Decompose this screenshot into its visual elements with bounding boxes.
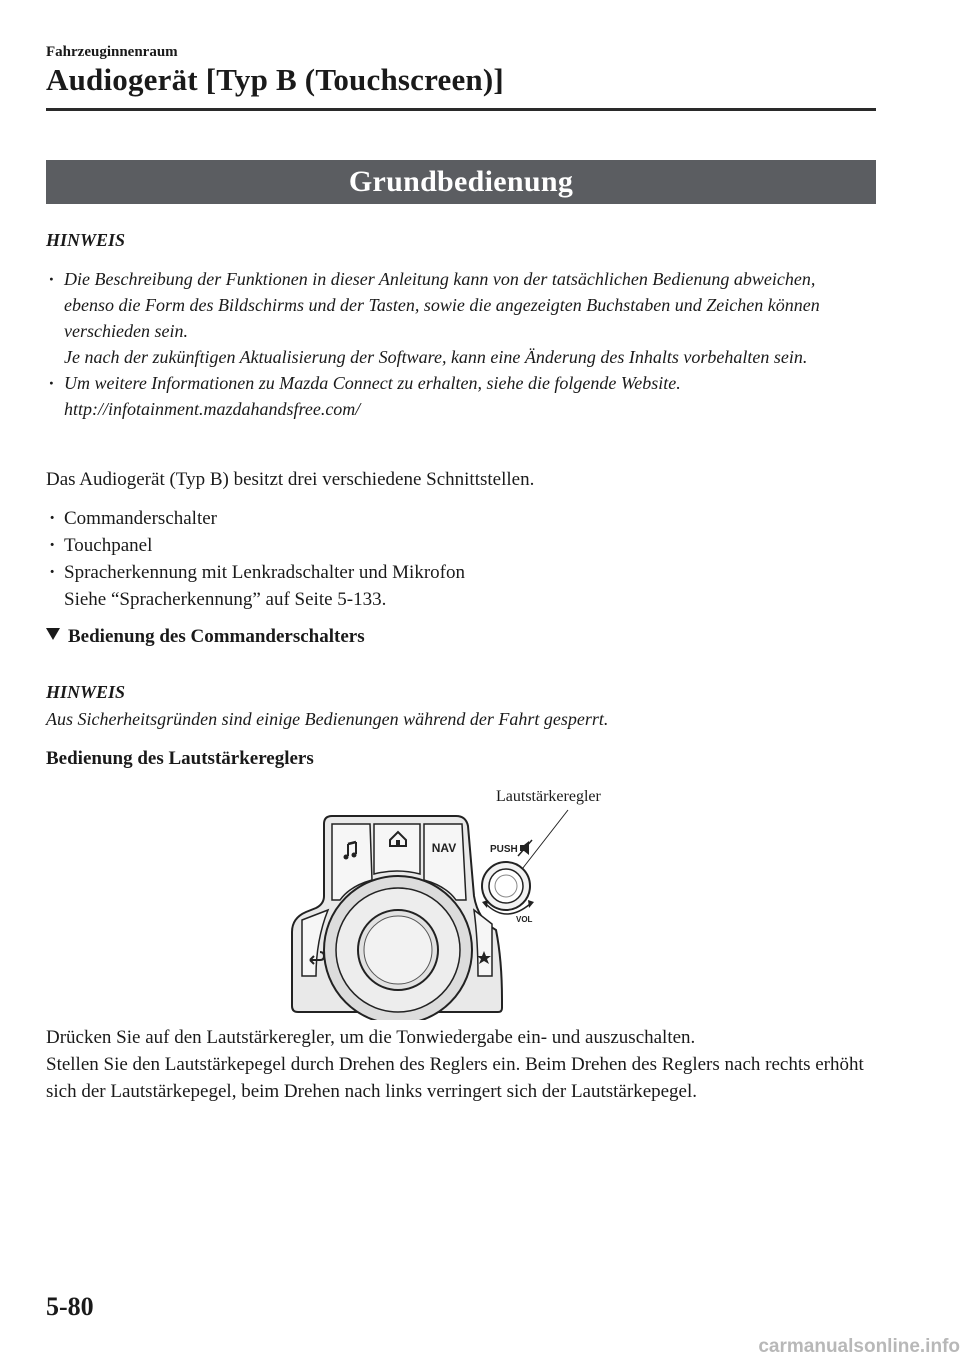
list-item: · Touchpanel <box>46 532 846 559</box>
note-item-text: Je nach der zukünftigen Aktualisierung der Software, kann eine Änderung des Inhalts vorbehalten sein. <box>64 347 808 367</box>
section-label: Fahrzeuginnenraum <box>46 44 178 60</box>
list-item <box>46 559 846 613</box>
vol-label: VOL <box>516 915 533 924</box>
body-line: Drücken Sie auf den Lautstärkeregler, um die Tonwiedergabe ein- und auszuschalten. <box>46 1027 696 1048</box>
list-item-text: Spracherkennung mit Lenkradschalter und Mikrofon <box>64 562 465 583</box>
note-block <box>46 266 856 422</box>
note-text: Aus Sicherheitsgründen sind einige Bedienungen während der Fahrt gesperrt. <box>46 709 609 729</box>
section-heading <box>46 626 365 648</box>
intro-text: Das Audiogerät (Typ B) besitzt drei verschiedene Schnittstellen. <box>46 469 535 490</box>
push-label: PUSH <box>490 844 518 855</box>
subsection-heading: Bedienung des Lautstärkereglers <box>46 748 314 769</box>
vol-arrow-left-icon <box>482 900 488 908</box>
list-item: · Commanderschalter <box>46 505 846 532</box>
chapter-title: Audiogerät [Typ B (Touchscreen)] <box>46 62 504 97</box>
vol-arrow-right-icon <box>528 900 534 908</box>
header-rule <box>46 108 876 111</box>
callout-label: Lautstärkeregler <box>496 788 601 805</box>
nav-label: NAV <box>431 841 457 855</box>
note-item <box>46 266 856 370</box>
home-button <box>374 824 420 874</box>
interface-list <box>46 505 846 613</box>
triangle-down-icon <box>46 628 60 640</box>
note-title: HINWEIS <box>46 682 126 702</box>
section-heading-text: Bedienung des Commanderschalters <box>68 626 365 647</box>
note-title: HINWEIS <box>46 230 126 250</box>
website-link[interactable]: http://infotainment.mazdahandsfree.com/ <box>64 399 361 419</box>
commander-knob-face <box>364 916 432 984</box>
commander-switch-figure <box>280 800 660 1020</box>
volume-knob-center <box>489 869 523 903</box>
note-item-text: Um weitere Informationen zu Mazda Connect zu erhalten, siehe die folgende Website. <box>64 373 681 393</box>
section-banner: Grundbedienung <box>46 160 876 204</box>
body-line: Stellen Sie den Lautstärkepegel durch Drehen des Reglers ein. Beim Drehen des Reglers nach rechts erhöht sich der Lautstärkepegel, beim Drehen nach links verringert sich der Lautstärkepegel. <box>46 1054 864 1102</box>
watermark: carmanualsonline.info <box>758 1336 960 1357</box>
mute-icon <box>518 840 532 856</box>
page-number: 5-80 <box>46 1292 94 1321</box>
body-paragraph <box>46 1024 866 1105</box>
page-reference[interactable]: Siehe “Spracherkennung” auf Seite 5-133. <box>64 589 387 610</box>
note-item <box>46 370 856 422</box>
note-item-text: Die Beschreibung der Funktionen in dieser Anleitung kann von der tatsächlichen Bedienung abweichen, ebenso die Form des Bildschirms und der Tasten, sowie die angezeigten Buchstaben und Zeichen können verschieden sein. <box>64 269 820 341</box>
